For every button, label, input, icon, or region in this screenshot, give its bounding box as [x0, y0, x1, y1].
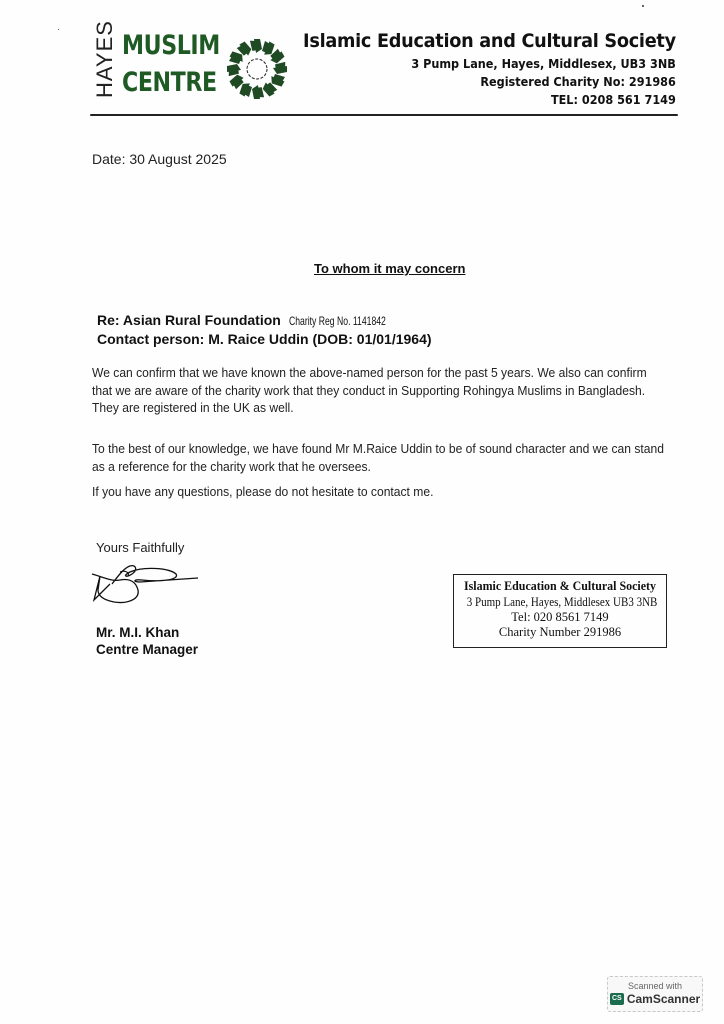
- stamp-telephone: Tel: 020 8561 7149: [511, 610, 609, 624]
- header-divider: [90, 114, 678, 116]
- signatory-title: Centre Manager: [96, 642, 199, 657]
- organization-charity-number: Registered Charity No: 291986: [480, 74, 676, 89]
- organization-address: 3 Pump Lane, Hayes, Middlesex, UB3 3NB: [411, 56, 676, 71]
- logo-hayes-text: HAYES: [92, 20, 117, 98]
- letter-salutation: To whom it may concern: [314, 261, 466, 276]
- reference-organization: Re: Asian Rural Foundation: [97, 312, 281, 328]
- reference-line: [97, 312, 423, 328]
- camscanner-watermark: [607, 976, 703, 1012]
- logo-muslim-text: MUSLIM: [122, 30, 220, 61]
- contact-person-line: Contact person: M. Raice Uddin (DOB: 01/01/1964): [97, 331, 432, 347]
- signature-image: [90, 560, 200, 606]
- scan-speck: [58, 29, 59, 30]
- closing-phrase: Yours Faithfully: [96, 540, 185, 555]
- organization-stamp: [453, 574, 667, 648]
- organization-details: [275, 30, 676, 107]
- body-paragraph: To the best of our knowledge, we have found Mr M.Raice Uddin to be of sound character and we can stand as a reference for the charity work that he oversees.: [92, 441, 664, 474]
- body-paragraph: We can confirm that we have known the above-named person for the past 5 years. We also can confirm that we are aware of the charity work that they conduct in Supporting Rohingya Muslims in Bangladesh. They are registered in the UK as well.: [92, 365, 647, 415]
- stamp-organization-name: Islamic Education & Cultural Society: [463, 578, 657, 593]
- organization-name: Islamic Education and Cultural Society: [303, 30, 676, 52]
- reference-charity-reg: Charity Reg No. 1141842: [288, 314, 386, 328]
- letter-date: Date: 30 August 2025: [92, 151, 227, 167]
- watermark-brand: CamScanner: [626, 992, 701, 1006]
- body-paragraph: If you have any questions, please do not hesitate to contact me.: [92, 484, 434, 499]
- scan-speck: [642, 5, 644, 7]
- logo-centre-text: CENTRE: [122, 67, 217, 98]
- watermark-caption: Scanned with: [627, 981, 683, 991]
- camscanner-logo-icon: CS: [610, 993, 624, 1005]
- stamp-charity-number: Charity Number 291986: [498, 625, 622, 639]
- stamp-address: 3 Pump Lane, Hayes, Middlesex UB3 3NB: [466, 595, 658, 609]
- organization-telephone: TEL: 0208 561 7149: [551, 92, 676, 107]
- signatory: [96, 624, 198, 658]
- signatory-name: Mr. M.I. Khan: [96, 625, 180, 640]
